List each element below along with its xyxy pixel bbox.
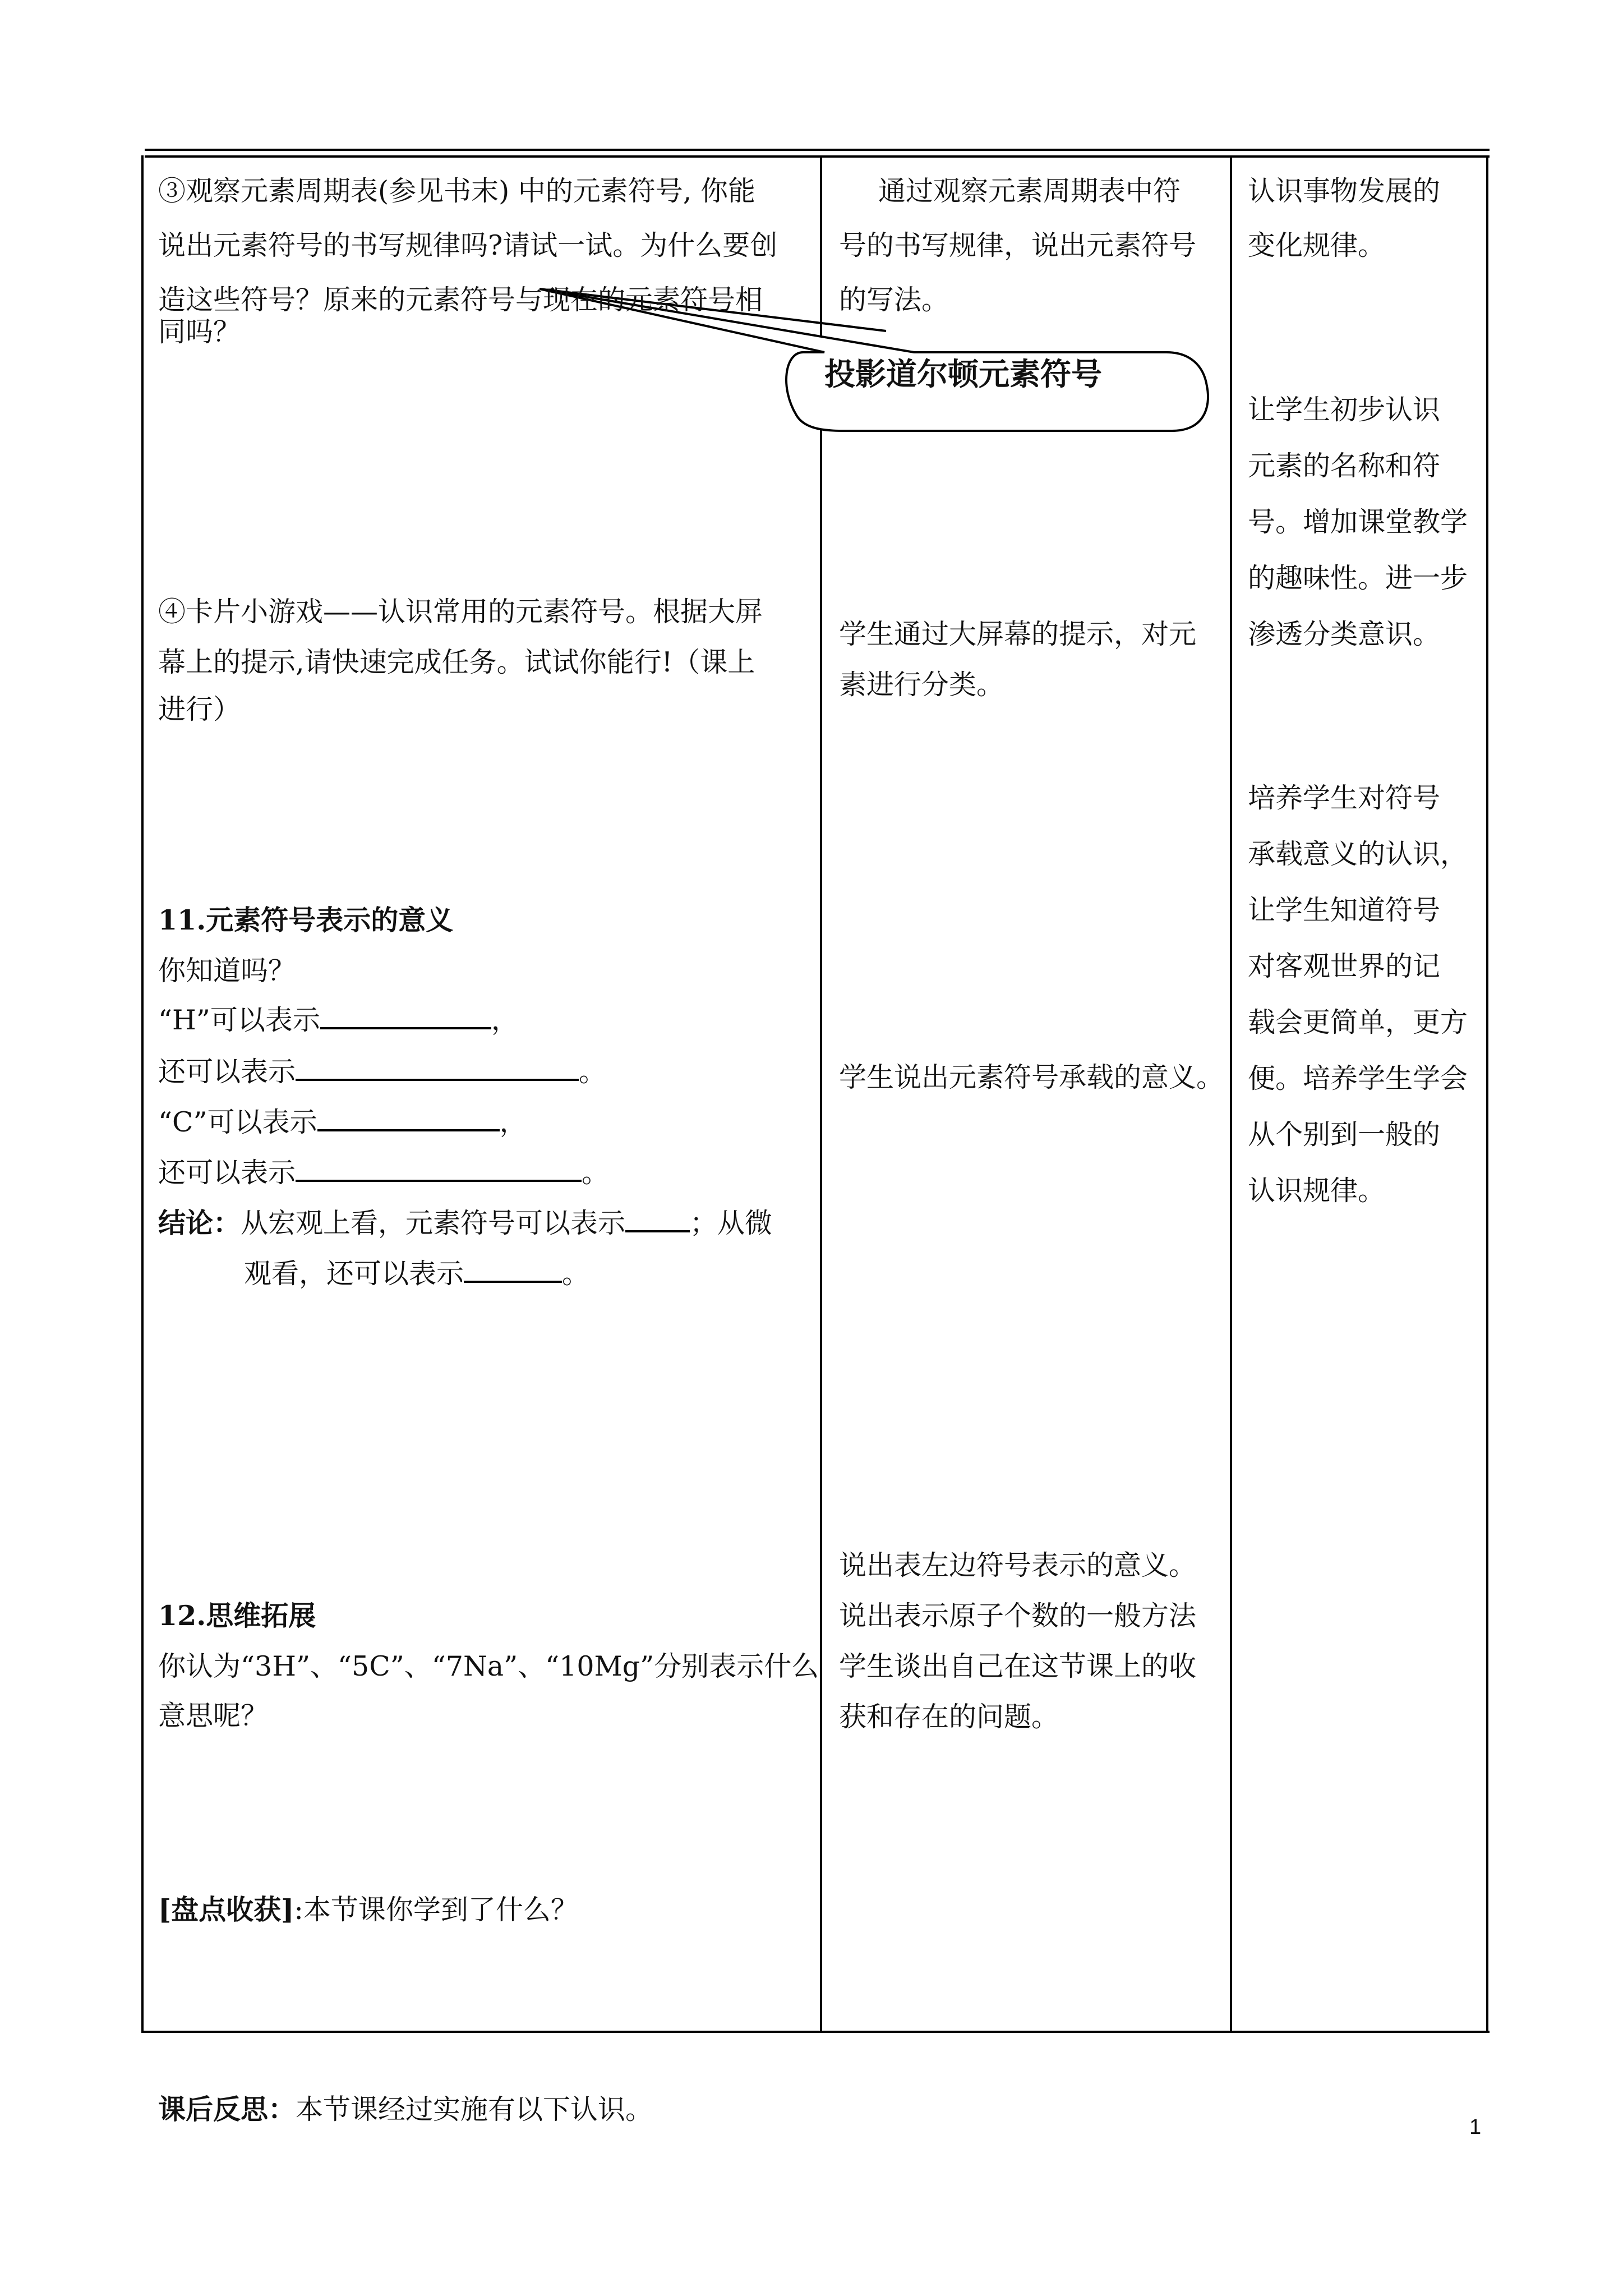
conclusion-line-1: 结论：从宏观上看，元素符号可以表示 ；从微	[158, 1196, 772, 1250]
reflection-line: 课后反思：本节课经过实施有以下认识。	[158, 2093, 653, 2125]
col3-block3-line-4: 对客观世界的记	[1248, 950, 1441, 982]
item3-line-2: 说出元素符号的书写规律吗?请试一试。为什么要创	[158, 229, 778, 261]
item4-line-1: ④卡片小游戏——认识常用的元素符号。根据大屏	[158, 596, 763, 628]
col2-block4-line-2: 说出表示原子个数的一般方法	[839, 1600, 1197, 1632]
reflection-label: 课后反思：	[158, 2093, 296, 2125]
item4-line-3: 进行）	[158, 693, 241, 725]
c-blank-1[interactable]	[317, 1098, 500, 1131]
col3-block3-line-5: 载会更简单，更方	[1248, 1006, 1468, 1038]
col2-block2-line-2: 素进行分类。	[839, 669, 1004, 701]
conclusion-blank-1[interactable]	[625, 1199, 690, 1232]
summary-line: [盘点收获]:本节课你学到了什么？	[158, 1893, 578, 1926]
section-12-question-line-2: 意思呢？	[158, 1700, 269, 1732]
section-11-prompt: 你知道吗？	[158, 955, 296, 987]
col3-block3-line-2: 承载意义的认识，	[1248, 838, 1468, 870]
summary-label: [盘点收获]	[158, 1893, 294, 1926]
col2-block4-line-3: 学生谈出自己在这节课上的收	[839, 1650, 1197, 1682]
col2-block2-line-1: 学生通过大屏幕的提示，对元	[839, 618, 1197, 650]
c-meaning-line-2: 还可以表示 。	[158, 1145, 609, 1200]
item3-line-3: 造这些符号？原来的元素符号与现在的元素符号相	[158, 284, 763, 316]
conclusion-line-2: 观看，还可以表示 。	[244, 1246, 589, 1301]
callout-label: 投影道尔顿元素符号	[824, 356, 1103, 392]
item3-line-4: 同吗？	[158, 316, 241, 348]
col3-block2-line-2: 元素的名称和符	[1248, 450, 1441, 482]
section-12-heading: 12.思维拓展	[158, 1599, 316, 1632]
c-meaning-line-1: “C”可以表示 ，	[158, 1095, 527, 1149]
col2-block1-line-2: 号的书写规律，说出元素符号	[839, 229, 1197, 261]
col3-block3-line-8: 认识规律。	[1248, 1175, 1386, 1207]
col3-block3-line-1: 培养学生对符号	[1248, 782, 1441, 814]
item4-line-2: 幕上的提示,请快速完成任务。试试你能行!（课上	[158, 646, 755, 678]
h-meaning-line-1: “H”可以表示 ，	[158, 993, 519, 1047]
col3-block2-line-4: 的趣味性。进一步	[1248, 562, 1468, 594]
conclusion-label: 结论：	[158, 1207, 241, 1239]
table-bottom-border	[141, 2031, 1490, 2033]
section-11-heading: 11.元素符号表示的意义	[158, 904, 454, 936]
col3-block1-line-2: 变化规律。	[1248, 229, 1386, 261]
col3-block2-line-3: 号。增加课堂教学	[1248, 506, 1468, 538]
col2-block3-line-1: 学生说出元素符号承载的意义。	[839, 1061, 1224, 1093]
c-blank-2[interactable]	[296, 1148, 582, 1182]
col2-block4-line-1: 说出表左边符号表示的意义。	[839, 1549, 1197, 1581]
col3-block3-line-7: 从个别到一般的	[1248, 1119, 1441, 1151]
col3-block2-line-5: 渗透分类意识。	[1248, 618, 1441, 650]
col3-block3-line-3: 让学生知道符号	[1248, 894, 1441, 926]
col2-block1-line-3: 的写法。	[839, 284, 949, 316]
col3-block1-line-1: 认识事物发展的	[1248, 175, 1441, 207]
h-blank-2[interactable]	[296, 1047, 579, 1081]
section-12-question-line-1: 你认为“3H”、“5C”、“7Na”、“10Mg”分别表示什么	[158, 1650, 819, 1682]
col3-block3-line-6: 便。培养学生学会	[1248, 1062, 1468, 1094]
item3-line-1: ③观察元素周期表(参见书末) 中的元素符号, 你能	[158, 175, 755, 207]
col3-block2-line-1: 让学生初步认识	[1248, 394, 1441, 426]
col2-block4-line-4: 获和存在的问题。	[839, 1701, 1059, 1733]
page-number: 1	[1469, 2115, 1482, 2139]
conclusion-blank-2[interactable]	[464, 1249, 562, 1283]
h-blank-1[interactable]	[320, 996, 491, 1029]
col2-block1-line-1: 通过观察元素周期表中符	[878, 175, 1181, 207]
h-meaning-line-2: 还可以表示 。	[158, 1045, 606, 1099]
